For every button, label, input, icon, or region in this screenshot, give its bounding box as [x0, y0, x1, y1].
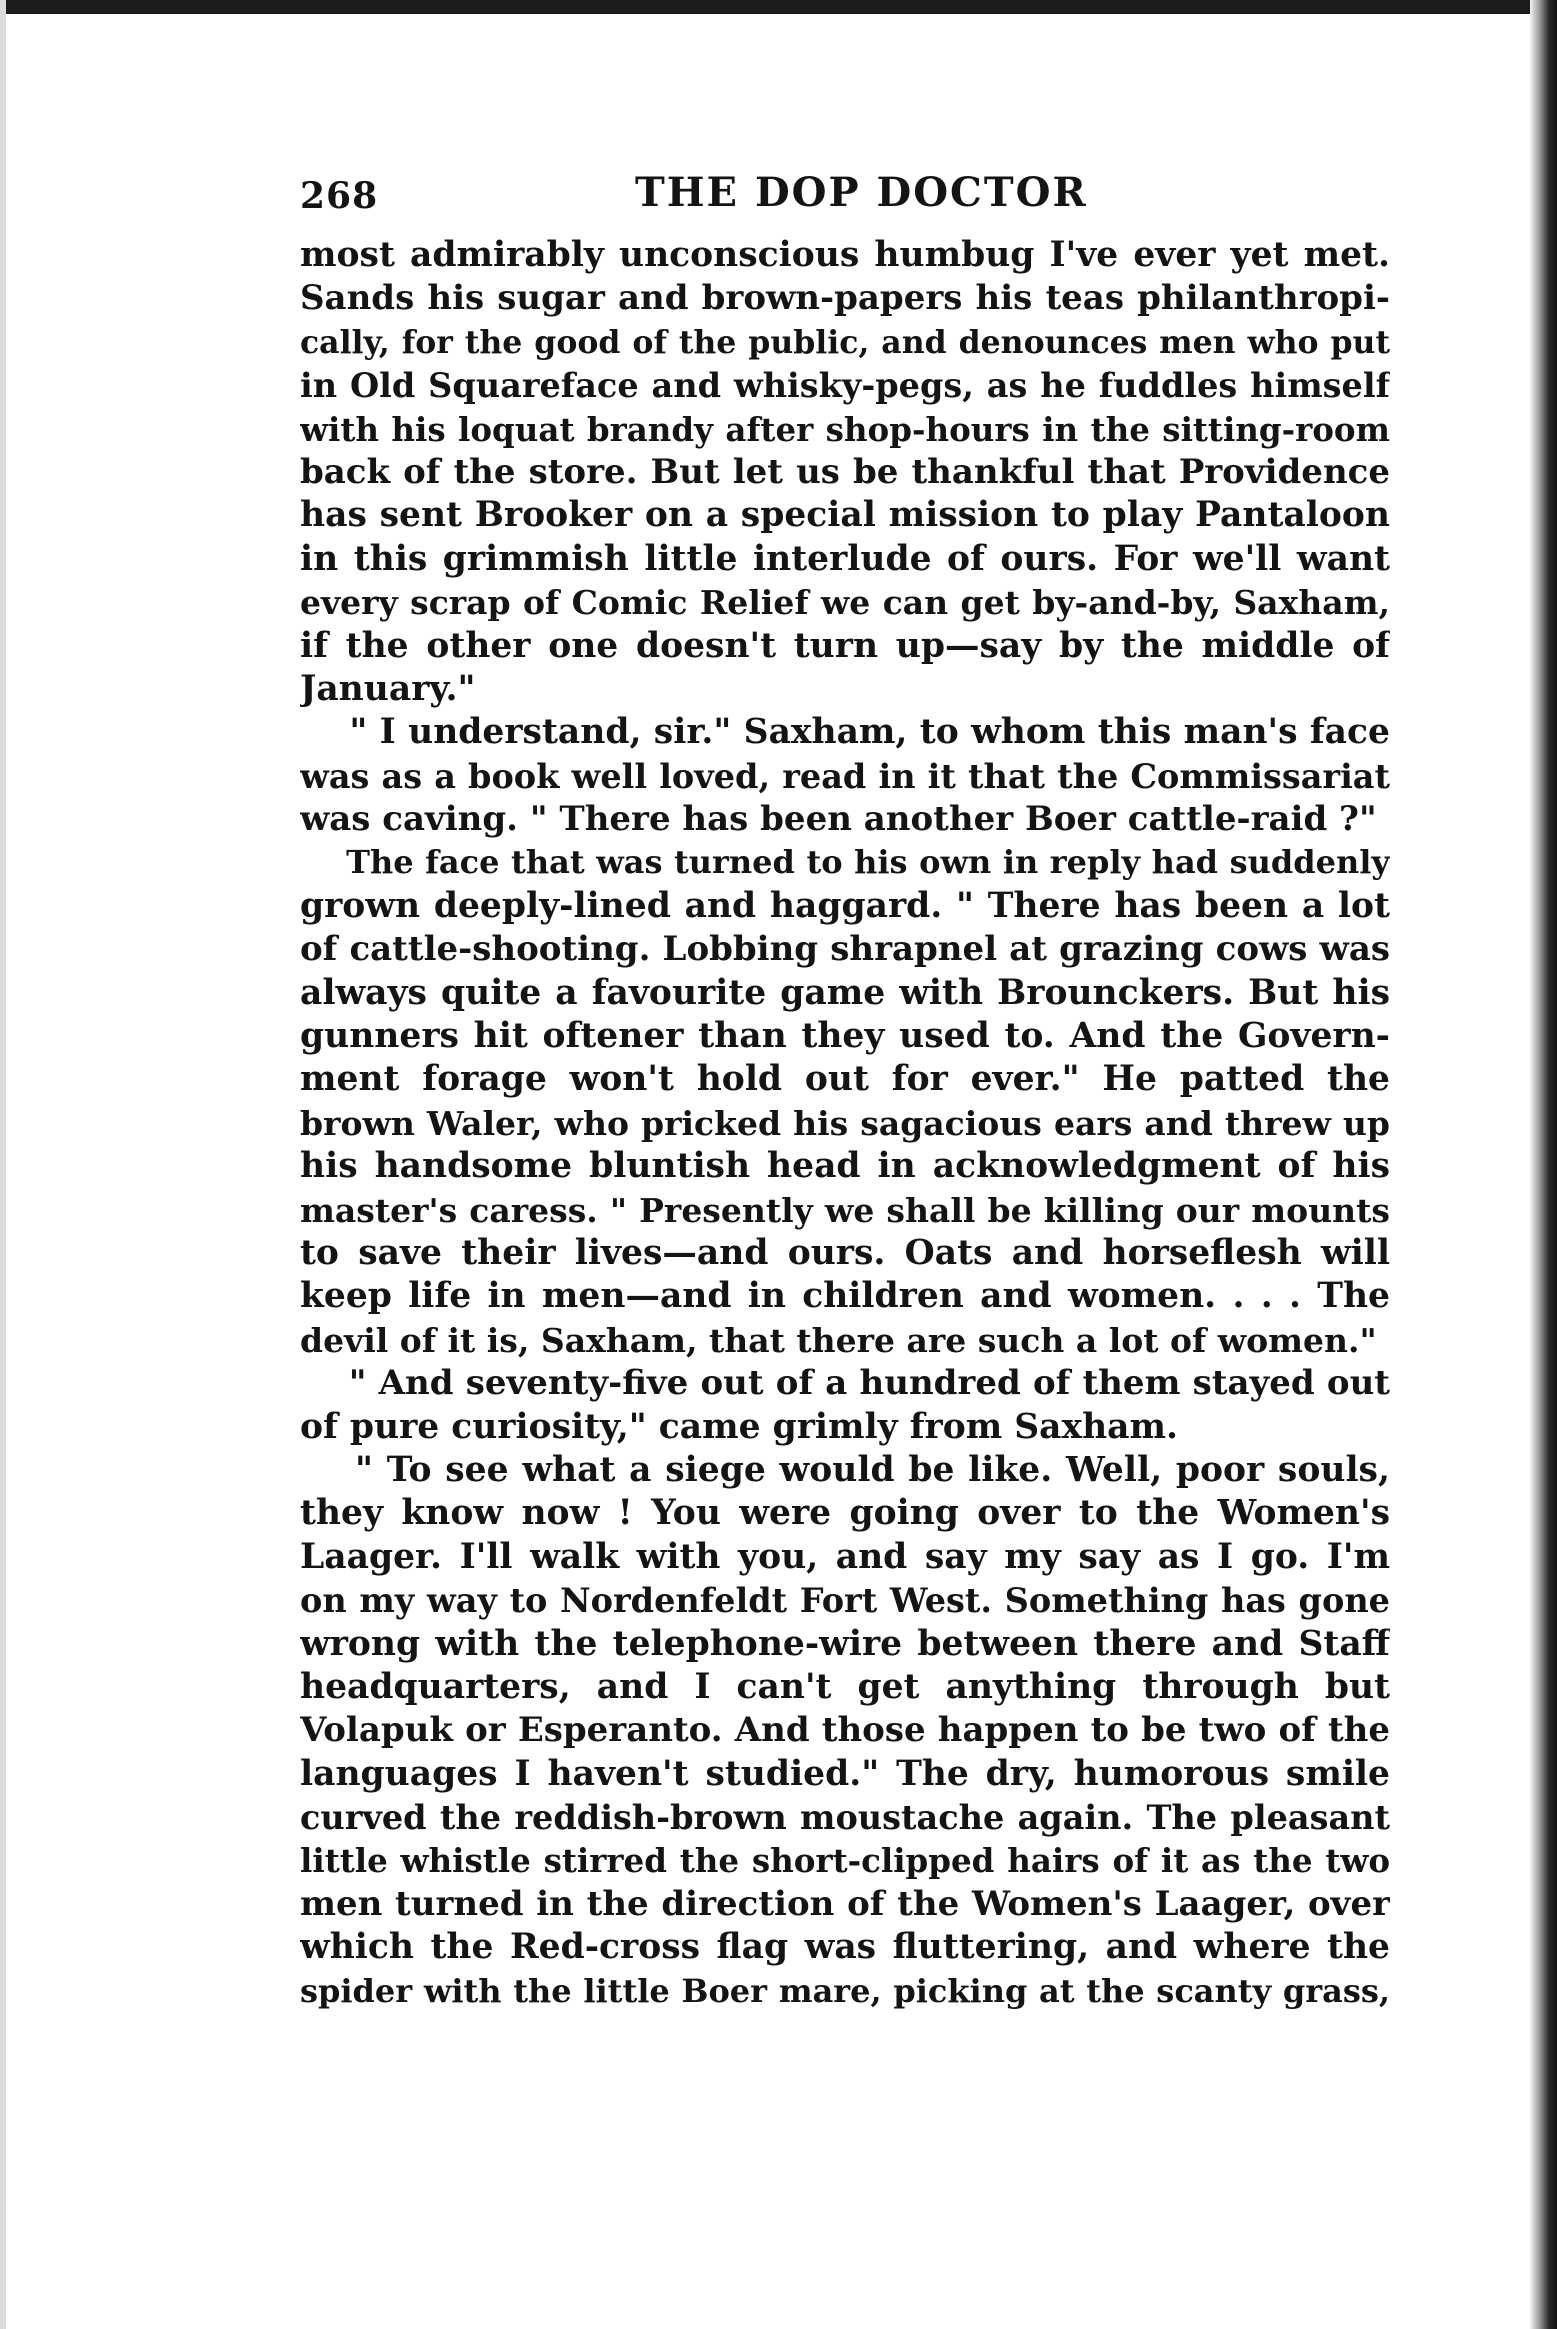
page-header [300, 165, 1385, 225]
text-line: if the other one doesn't turn up—say by the middle of [300, 625, 1390, 666]
text-line: on my way to Nordenfeldt Fort West. Something has gone [300, 1581, 1390, 1621]
text-line: Volapuk or Esperanto. And those happen to be two of the [300, 1710, 1390, 1751]
text-line: always quite a favourite game with Brounckers. But his [300, 972, 1390, 1013]
text-line: back of the store. But let us be thankful that Providence [300, 451, 1390, 492]
text-line: in this grimmish little interlude of ours. For we'll want [300, 538, 1390, 579]
text-line: spider with the little Boer mare, picking at the scanty grass, [300, 1971, 1390, 2010]
text-line: headquarters, and I can't get anything through but [300, 1666, 1390, 1707]
text-line: of pure curiosity," came grimly from Saxham. [300, 1406, 1179, 1447]
text-line: to save their lives—and ours. Oats and horseflesh will [300, 1232, 1390, 1273]
text-line: curved the reddish-brown moustache again. The pleasant [300, 1798, 1390, 1838]
page-number: 268 [300, 175, 379, 217]
text-line: gunners hit oftener than they used to. And the Govern- [300, 1016, 1390, 1057]
text-line: " To see what a siege would be like. Well, poor souls, [300, 1449, 1390, 1490]
text-line: with his loquat brandy after shop-hours in the sitting-room [300, 409, 1390, 449]
text-line: devil of it is, Saxham, that there are such a lot of women." [300, 1320, 1377, 1360]
text-line: Laager. I'll walk with you, and say my say as I go. I'm [300, 1536, 1390, 1577]
text-line: most admirably unconscious humbug I've ever yet met. [300, 235, 1390, 275]
text-line: master's caress. " Presently we shall be killing our mounts [300, 1190, 1390, 1230]
scan-left-edge [0, 0, 6, 2329]
text-line: cally, for the good of the public, and denounces men who put [300, 323, 1390, 361]
text-line: languages I haven't studied." The dry, humorous smile [300, 1753, 1390, 1794]
text-line: " I understand, sir." Saxham, to whom this man's face [300, 712, 1390, 753]
text-line: men turned in the direction of the Women's Laager, over [300, 1883, 1390, 1924]
text-line: The face that was turned to his own in reply had suddenly [300, 843, 1390, 882]
text-line: brown Waler, who pricked his sagacious ears and threw up [300, 1103, 1390, 1143]
text-line: was caving. " There has been another Boer cattle-raid ?" [300, 799, 1377, 840]
text-line: his handsome bluntish head in acknowledgment of his [300, 1146, 1390, 1187]
text-line: Sands his sugar and brown-papers his teas philanthropi- [300, 278, 1390, 319]
text-line: every scrap of Comic Relief we can get by-and-by, Saxham, [300, 583, 1390, 623]
book-binding-edge [1530, 0, 1557, 2329]
text-line: ment forage won't hold out for ever." He patted the [300, 1059, 1390, 1100]
text-line: keep life in men—and in children and women. . . . The [300, 1276, 1390, 1317]
text-line: January." [300, 668, 476, 709]
text-line: they know now ! You were going over to the Women's [300, 1493, 1390, 1534]
scan-top-edge [0, 0, 1557, 14]
text-line: has sent Brooker on a special mission to play Pantaloon [300, 495, 1390, 536]
text-line: grown deeply-lined and haggard. " There has been a lot [300, 885, 1390, 926]
text-line: of cattle-shooting. Lobbing shrapnel at grazing cows was [300, 929, 1390, 970]
text-line: little whistle stirred the short-clipped hairs of it as the two [300, 1841, 1390, 1881]
page-body-text [300, 234, 1390, 2013]
running-title: THE DOP DOCTOR [635, 169, 1088, 216]
text-line: in Old Squareface and whisky-pegs, as he fuddles himself [300, 366, 1390, 406]
text-line: " And seventy-five out of a hundred of them stayed out [300, 1363, 1390, 1404]
text-line: wrong with the telephone-wire between there and Staff [300, 1623, 1390, 1664]
text-line: was as a book well loved, read in it that the Commissariat [300, 756, 1390, 796]
text-line: which the Red-cross flag was fluttering, and where the [300, 1927, 1390, 1968]
